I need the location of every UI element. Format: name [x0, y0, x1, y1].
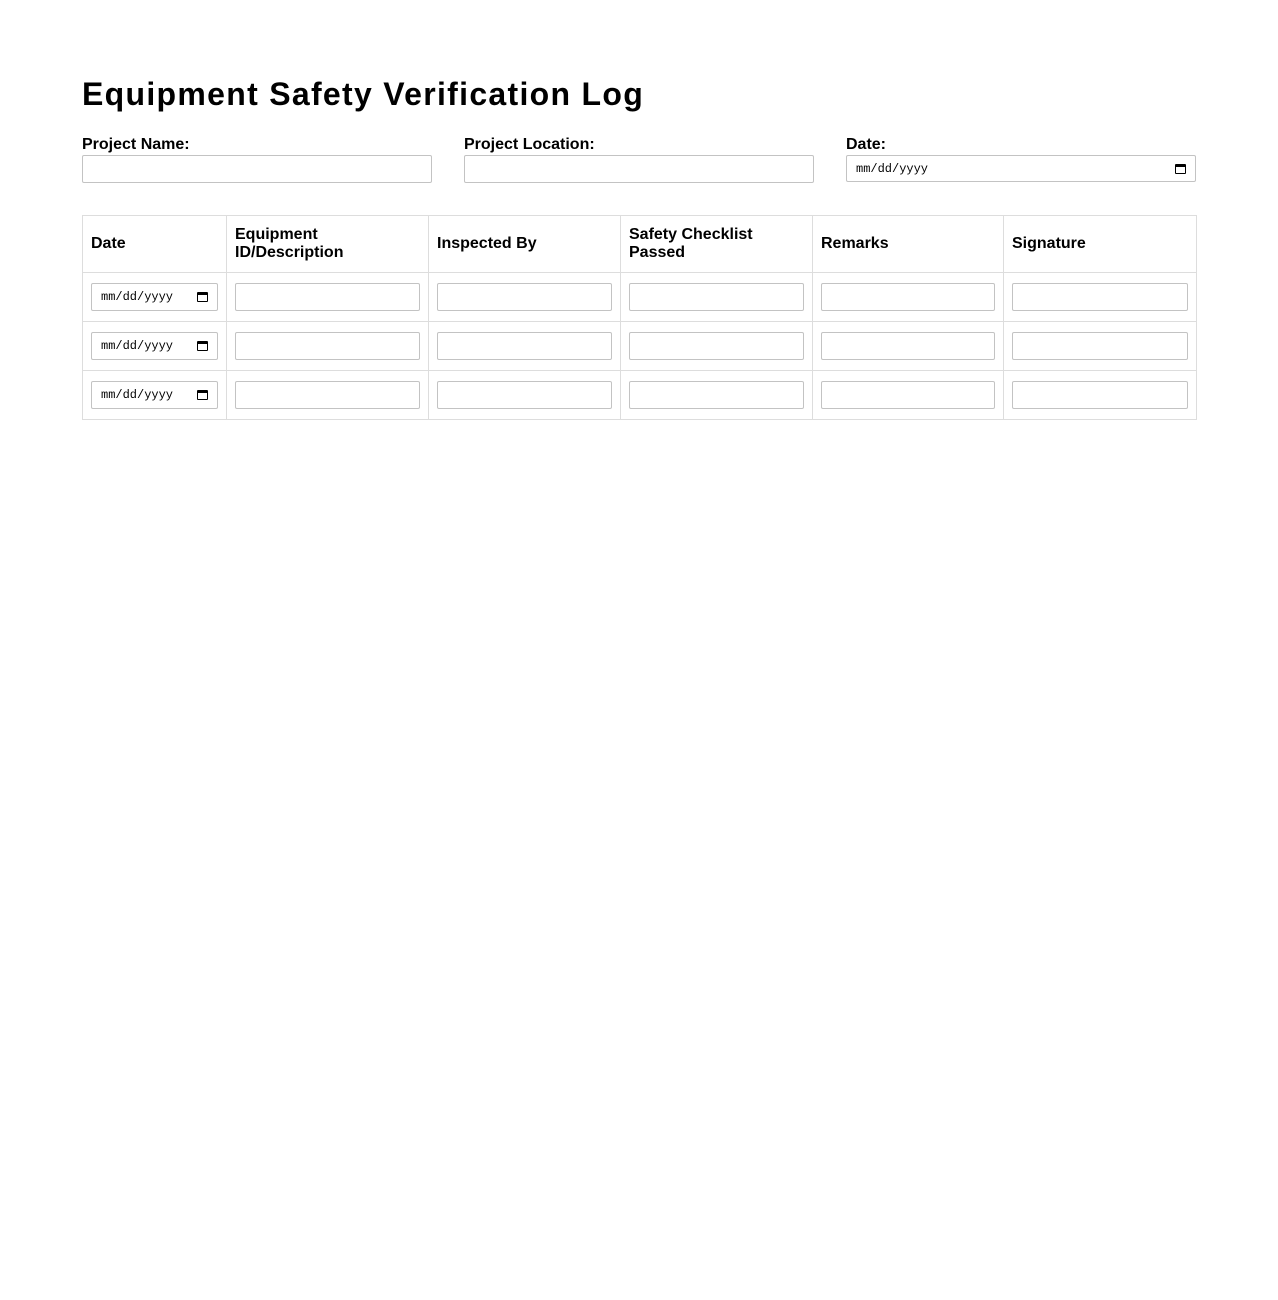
project-location-group — [464, 136, 814, 183]
equipment-input[interactable] — [235, 332, 420, 360]
inspected-by-input[interactable] — [437, 381, 612, 409]
calendar-icon[interactable] — [197, 292, 208, 302]
equipment-cell — [227, 322, 429, 371]
row-date-input[interactable] — [91, 332, 218, 360]
date-cell — [83, 371, 227, 420]
calendar-icon[interactable] — [197, 341, 208, 351]
header-signature: Signature — [1004, 216, 1197, 273]
checklist-input[interactable] — [629, 332, 804, 360]
date-cell — [83, 322, 227, 371]
project-name-group — [82, 136, 432, 183]
inspected-by-input[interactable] — [437, 332, 612, 360]
signature-cell — [1004, 322, 1197, 371]
project-date-input[interactable] — [846, 155, 1196, 182]
equipment-input[interactable] — [235, 381, 420, 409]
project-location-label: Project Location: — [464, 136, 595, 153]
calendar-icon[interactable] — [1175, 164, 1186, 174]
equipment-cell — [227, 273, 429, 322]
remarks-input[interactable] — [821, 283, 995, 311]
inspected-by-input[interactable] — [437, 283, 612, 311]
checklist-cell — [621, 322, 813, 371]
checklist-input[interactable] — [629, 381, 804, 409]
date-placeholder: mm/dd/yyyy — [101, 339, 174, 353]
equipment-cell — [227, 371, 429, 420]
remarks-cell — [813, 371, 1004, 420]
remarks-input[interactable] — [821, 381, 995, 409]
project-name-input[interactable] — [82, 155, 432, 183]
checklist-input[interactable] — [629, 283, 804, 311]
page-title: Equipment Safety Verification Log — [82, 76, 645, 112]
header-checklist: Safety Checklist Passed — [621, 216, 813, 273]
date-label: Date: — [846, 136, 887, 153]
row-date-input[interactable] — [91, 283, 218, 311]
remarks-cell — [813, 273, 1004, 322]
signature-input[interactable] — [1012, 332, 1188, 360]
date-placeholder: mm/dd/yyyy — [101, 290, 174, 304]
inspection-log-table — [82, 215, 1197, 420]
date-placeholder: mm/dd/yyyy — [856, 161, 929, 176]
table-row — [83, 322, 1197, 371]
equipment-input[interactable] — [235, 283, 420, 311]
date-group — [846, 136, 1196, 182]
checklist-cell — [621, 371, 813, 420]
header-remarks: Remarks — [813, 216, 1004, 273]
remarks-input[interactable] — [821, 332, 995, 360]
inspected-by-cell — [429, 273, 621, 322]
header-date: Date — [83, 216, 227, 273]
project-meta — [82, 136, 1196, 184]
project-location-input[interactable] — [464, 155, 814, 183]
calendar-icon[interactable] — [197, 390, 208, 400]
row-date-input[interactable] — [91, 381, 218, 409]
inspected-by-cell — [429, 371, 621, 420]
date-cell — [83, 273, 227, 322]
signature-cell — [1004, 273, 1197, 322]
header-inspected-by: Inspected By — [429, 216, 621, 273]
date-placeholder: mm/dd/yyyy — [101, 388, 174, 402]
header-equipment: Equipment ID/Description — [227, 216, 429, 273]
checklist-cell — [621, 273, 813, 322]
table-row — [83, 273, 1197, 322]
table-header-row — [83, 216, 1197, 273]
signature-cell — [1004, 371, 1197, 420]
table-row — [83, 371, 1197, 420]
signature-input[interactable] — [1012, 381, 1188, 409]
project-name-label: Project Name: — [82, 136, 190, 153]
signature-input[interactable] — [1012, 283, 1188, 311]
inspected-by-cell — [429, 322, 621, 371]
remarks-cell — [813, 322, 1004, 371]
